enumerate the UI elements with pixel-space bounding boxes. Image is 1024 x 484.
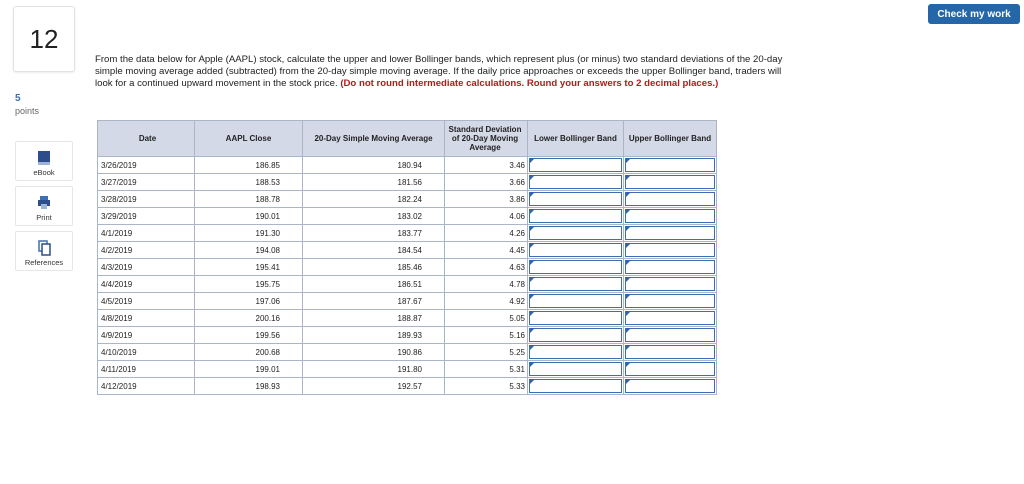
cell-sd: 5.25 xyxy=(445,344,528,361)
cell-sd: 4.26 xyxy=(445,225,528,242)
cell-lower-band xyxy=(528,293,624,310)
cell-upper-band xyxy=(624,344,717,361)
references-button[interactable] xyxy=(15,231,73,271)
input-marker-icon xyxy=(626,260,631,265)
cell-upper-band xyxy=(624,191,717,208)
cell-sma: 180.94 xyxy=(303,157,445,174)
cell-upper-band xyxy=(624,293,717,310)
cell-sma: 185.46 xyxy=(303,259,445,276)
table-row xyxy=(98,344,717,361)
cell-sd: 5.16 xyxy=(445,327,528,344)
cell-close: 195.41 xyxy=(195,259,303,276)
input-marker-icon xyxy=(530,192,535,197)
cell-sd: 5.05 xyxy=(445,310,528,327)
cell-close: 197.06 xyxy=(195,293,303,310)
upper-band-input[interactable] xyxy=(625,379,715,393)
header-date: Date xyxy=(98,121,195,157)
cell-lower-band xyxy=(528,157,624,174)
input-marker-icon xyxy=(626,243,631,248)
cell-date: 3/26/2019 xyxy=(98,157,195,174)
header-close: AAPL Close xyxy=(195,121,303,157)
rounding-instruction: (Do not round intermediate calculations. Round your answers to 2 decimal places.) xyxy=(340,78,719,90)
cell-close: 188.53 xyxy=(195,174,303,191)
cell-sd: 4.63 xyxy=(445,259,528,276)
question-body: From the data below for Apple (AAPL) stock, calculate the upper and lower Bollinger bands, which represent plus (or minus) two standard deviations of the 20-day simple moving average added (subtracted) from the 20-day simple moving average. If the daily price approaches or exceeds the upper Bollinger band, traders will look for a continued upward movement in the stock price. xyxy=(95,54,783,90)
cell-upper-band xyxy=(624,327,717,344)
lower-band-input[interactable] xyxy=(529,175,622,189)
cell-sd: 4.06 xyxy=(445,208,528,225)
cell-lower-band xyxy=(528,361,624,378)
lower-band-input[interactable] xyxy=(529,311,622,325)
lower-band-input[interactable] xyxy=(529,192,622,206)
table-row xyxy=(98,293,717,310)
cell-lower-band xyxy=(528,276,624,293)
cell-sma: 188.87 xyxy=(303,310,445,327)
ebook-button[interactable] xyxy=(15,141,73,181)
points-value: 5 xyxy=(15,93,21,104)
cell-sma: 182.24 xyxy=(303,191,445,208)
cell-sma: 183.77 xyxy=(303,225,445,242)
cell-sma: 181.56 xyxy=(303,174,445,191)
input-marker-icon xyxy=(626,328,631,333)
cell-upper-band xyxy=(624,225,717,242)
question-number: 12 xyxy=(13,6,75,72)
upper-band-input[interactable] xyxy=(625,345,715,359)
table-row xyxy=(98,259,717,276)
cell-close: 199.56 xyxy=(195,327,303,344)
cell-sma: 183.02 xyxy=(303,208,445,225)
upper-band-input[interactable] xyxy=(625,311,715,325)
lower-band-input[interactable] xyxy=(529,158,622,172)
lower-band-input[interactable] xyxy=(529,294,622,308)
input-marker-icon xyxy=(626,379,631,384)
upper-band-input[interactable] xyxy=(625,175,715,189)
cell-close: 195.75 xyxy=(195,276,303,293)
input-marker-icon xyxy=(530,277,535,282)
input-marker-icon xyxy=(530,311,535,316)
references-icon xyxy=(37,240,51,256)
cell-sma: 187.67 xyxy=(303,293,445,310)
header-lower-band: Lower Bollinger Band xyxy=(528,121,624,157)
references-label: References xyxy=(24,258,64,267)
cell-sd: 4.78 xyxy=(445,276,528,293)
cell-upper-band xyxy=(624,208,717,225)
cell-upper-band xyxy=(624,310,717,327)
lower-band-input[interactable] xyxy=(529,260,622,274)
input-marker-icon xyxy=(530,294,535,299)
table-row xyxy=(98,225,717,242)
cell-sd: 4.92 xyxy=(445,293,528,310)
cell-date: 4/4/2019 xyxy=(98,276,195,293)
table-row xyxy=(98,242,717,259)
table-row xyxy=(98,327,717,344)
print-label: Print xyxy=(36,213,52,222)
print-button[interactable] xyxy=(15,186,73,226)
cell-sd: 5.33 xyxy=(445,378,528,395)
upper-band-input[interactable] xyxy=(625,277,715,291)
cell-close: 194.08 xyxy=(195,242,303,259)
cell-lower-band xyxy=(528,344,624,361)
cell-sd: 3.66 xyxy=(445,174,528,191)
cell-date: 3/29/2019 xyxy=(98,208,195,225)
upper-band-input[interactable] xyxy=(625,226,715,240)
table-row xyxy=(98,310,717,327)
upper-band-input[interactable] xyxy=(625,158,715,172)
cell-date: 4/2/2019 xyxy=(98,242,195,259)
input-marker-icon xyxy=(626,192,631,197)
input-marker-icon xyxy=(530,209,535,214)
upper-band-input[interactable] xyxy=(625,260,715,274)
cell-upper-band xyxy=(624,361,717,378)
cell-date: 4/12/2019 xyxy=(98,378,195,395)
table-body xyxy=(98,157,717,395)
lower-band-input[interactable] xyxy=(529,226,622,240)
upper-band-input[interactable] xyxy=(625,294,715,308)
cell-close: 188.78 xyxy=(195,191,303,208)
input-marker-icon xyxy=(530,328,535,333)
cell-sd: 3.46 xyxy=(445,157,528,174)
cell-sma: 184.54 xyxy=(303,242,445,259)
upper-band-input[interactable] xyxy=(625,328,715,342)
cell-date: 4/8/2019 xyxy=(98,310,195,327)
cell-sd: 3.86 xyxy=(445,191,528,208)
cell-upper-band xyxy=(624,378,717,395)
cell-date: 4/9/2019 xyxy=(98,327,195,344)
cell-upper-band xyxy=(624,157,717,174)
input-marker-icon xyxy=(626,158,631,163)
cell-date: 3/27/2019 xyxy=(98,174,195,191)
table-row xyxy=(98,191,717,208)
upper-band-input[interactable] xyxy=(625,362,715,376)
table-row xyxy=(98,276,717,293)
cell-upper-band xyxy=(624,174,717,191)
input-marker-icon xyxy=(530,175,535,180)
input-marker-icon xyxy=(626,294,631,299)
points-indicator xyxy=(15,93,39,117)
table-row xyxy=(98,157,717,174)
input-marker-icon xyxy=(530,345,535,350)
input-marker-icon xyxy=(626,311,631,316)
cell-sma: 191.80 xyxy=(303,361,445,378)
cell-upper-band xyxy=(624,242,717,259)
cell-date: 4/1/2019 xyxy=(98,225,195,242)
table-row xyxy=(98,378,717,395)
cell-sma: 186.51 xyxy=(303,276,445,293)
ebook-icon xyxy=(37,150,51,166)
table-row xyxy=(98,361,717,378)
header-upper-band: Upper Bollinger Band xyxy=(624,121,717,157)
cell-close: 199.01 xyxy=(195,361,303,378)
table-header-row xyxy=(98,121,717,157)
upper-band-input[interactable] xyxy=(625,192,715,206)
input-marker-icon xyxy=(626,209,631,214)
lower-band-input[interactable] xyxy=(529,362,622,376)
input-marker-icon xyxy=(530,362,535,367)
input-marker-icon xyxy=(626,226,631,231)
print-icon xyxy=(37,195,51,211)
cell-close: 190.01 xyxy=(195,208,303,225)
cell-date: 4/11/2019 xyxy=(98,361,195,378)
ebook-label: eBook xyxy=(33,168,55,177)
input-marker-icon xyxy=(530,158,535,163)
cell-sma: 190.86 xyxy=(303,344,445,361)
header-sd: Standard Deviation of 20-Day Moving Average xyxy=(445,121,528,157)
input-marker-icon xyxy=(626,362,631,367)
cell-date: 4/5/2019 xyxy=(98,293,195,310)
cell-close: 200.16 xyxy=(195,310,303,327)
cell-upper-band xyxy=(624,259,717,276)
lower-band-input[interactable] xyxy=(529,379,622,393)
lower-band-input[interactable] xyxy=(529,345,622,359)
points-label: points xyxy=(15,106,40,116)
lower-band-input[interactable] xyxy=(529,328,622,342)
cell-lower-band xyxy=(528,225,624,242)
cell-lower-band xyxy=(528,310,624,327)
input-marker-icon xyxy=(530,243,535,248)
cell-lower-band xyxy=(528,327,624,344)
bollinger-table xyxy=(97,120,717,395)
question-text xyxy=(95,54,795,91)
cell-lower-band xyxy=(528,378,624,395)
input-marker-icon xyxy=(626,277,631,282)
cell-sma: 189.93 xyxy=(303,327,445,344)
cell-sd: 5.31 xyxy=(445,361,528,378)
table-row xyxy=(98,174,717,191)
input-marker-icon xyxy=(530,260,535,265)
cell-date: 4/10/2019 xyxy=(98,344,195,361)
cell-date: 4/3/2019 xyxy=(98,259,195,276)
input-marker-icon xyxy=(626,175,631,180)
lower-band-input[interactable] xyxy=(529,243,622,257)
cell-sd: 4.45 xyxy=(445,242,528,259)
cell-lower-band xyxy=(528,191,624,208)
cell-close: 191.30 xyxy=(195,225,303,242)
input-marker-icon xyxy=(530,379,535,384)
cell-lower-band xyxy=(528,208,624,225)
cell-lower-band xyxy=(528,242,624,259)
check-my-work-button[interactable]: Check my work xyxy=(928,4,1020,24)
cell-lower-band xyxy=(528,259,624,276)
cell-upper-band xyxy=(624,276,717,293)
table-row xyxy=(98,208,717,225)
upper-band-input[interactable] xyxy=(625,243,715,257)
cell-lower-band xyxy=(528,174,624,191)
cell-close: 200.68 xyxy=(195,344,303,361)
upper-band-input[interactable] xyxy=(625,209,715,223)
cell-close: 198.93 xyxy=(195,378,303,395)
header-sma: 20-Day Simple Moving Average xyxy=(303,121,445,157)
input-marker-icon xyxy=(626,345,631,350)
lower-band-input[interactable] xyxy=(529,209,622,223)
input-marker-icon xyxy=(530,226,535,231)
lower-band-input[interactable] xyxy=(529,277,622,291)
cell-date: 3/28/2019 xyxy=(98,191,195,208)
cell-sma: 192.57 xyxy=(303,378,445,395)
cell-close: 186.85 xyxy=(195,157,303,174)
